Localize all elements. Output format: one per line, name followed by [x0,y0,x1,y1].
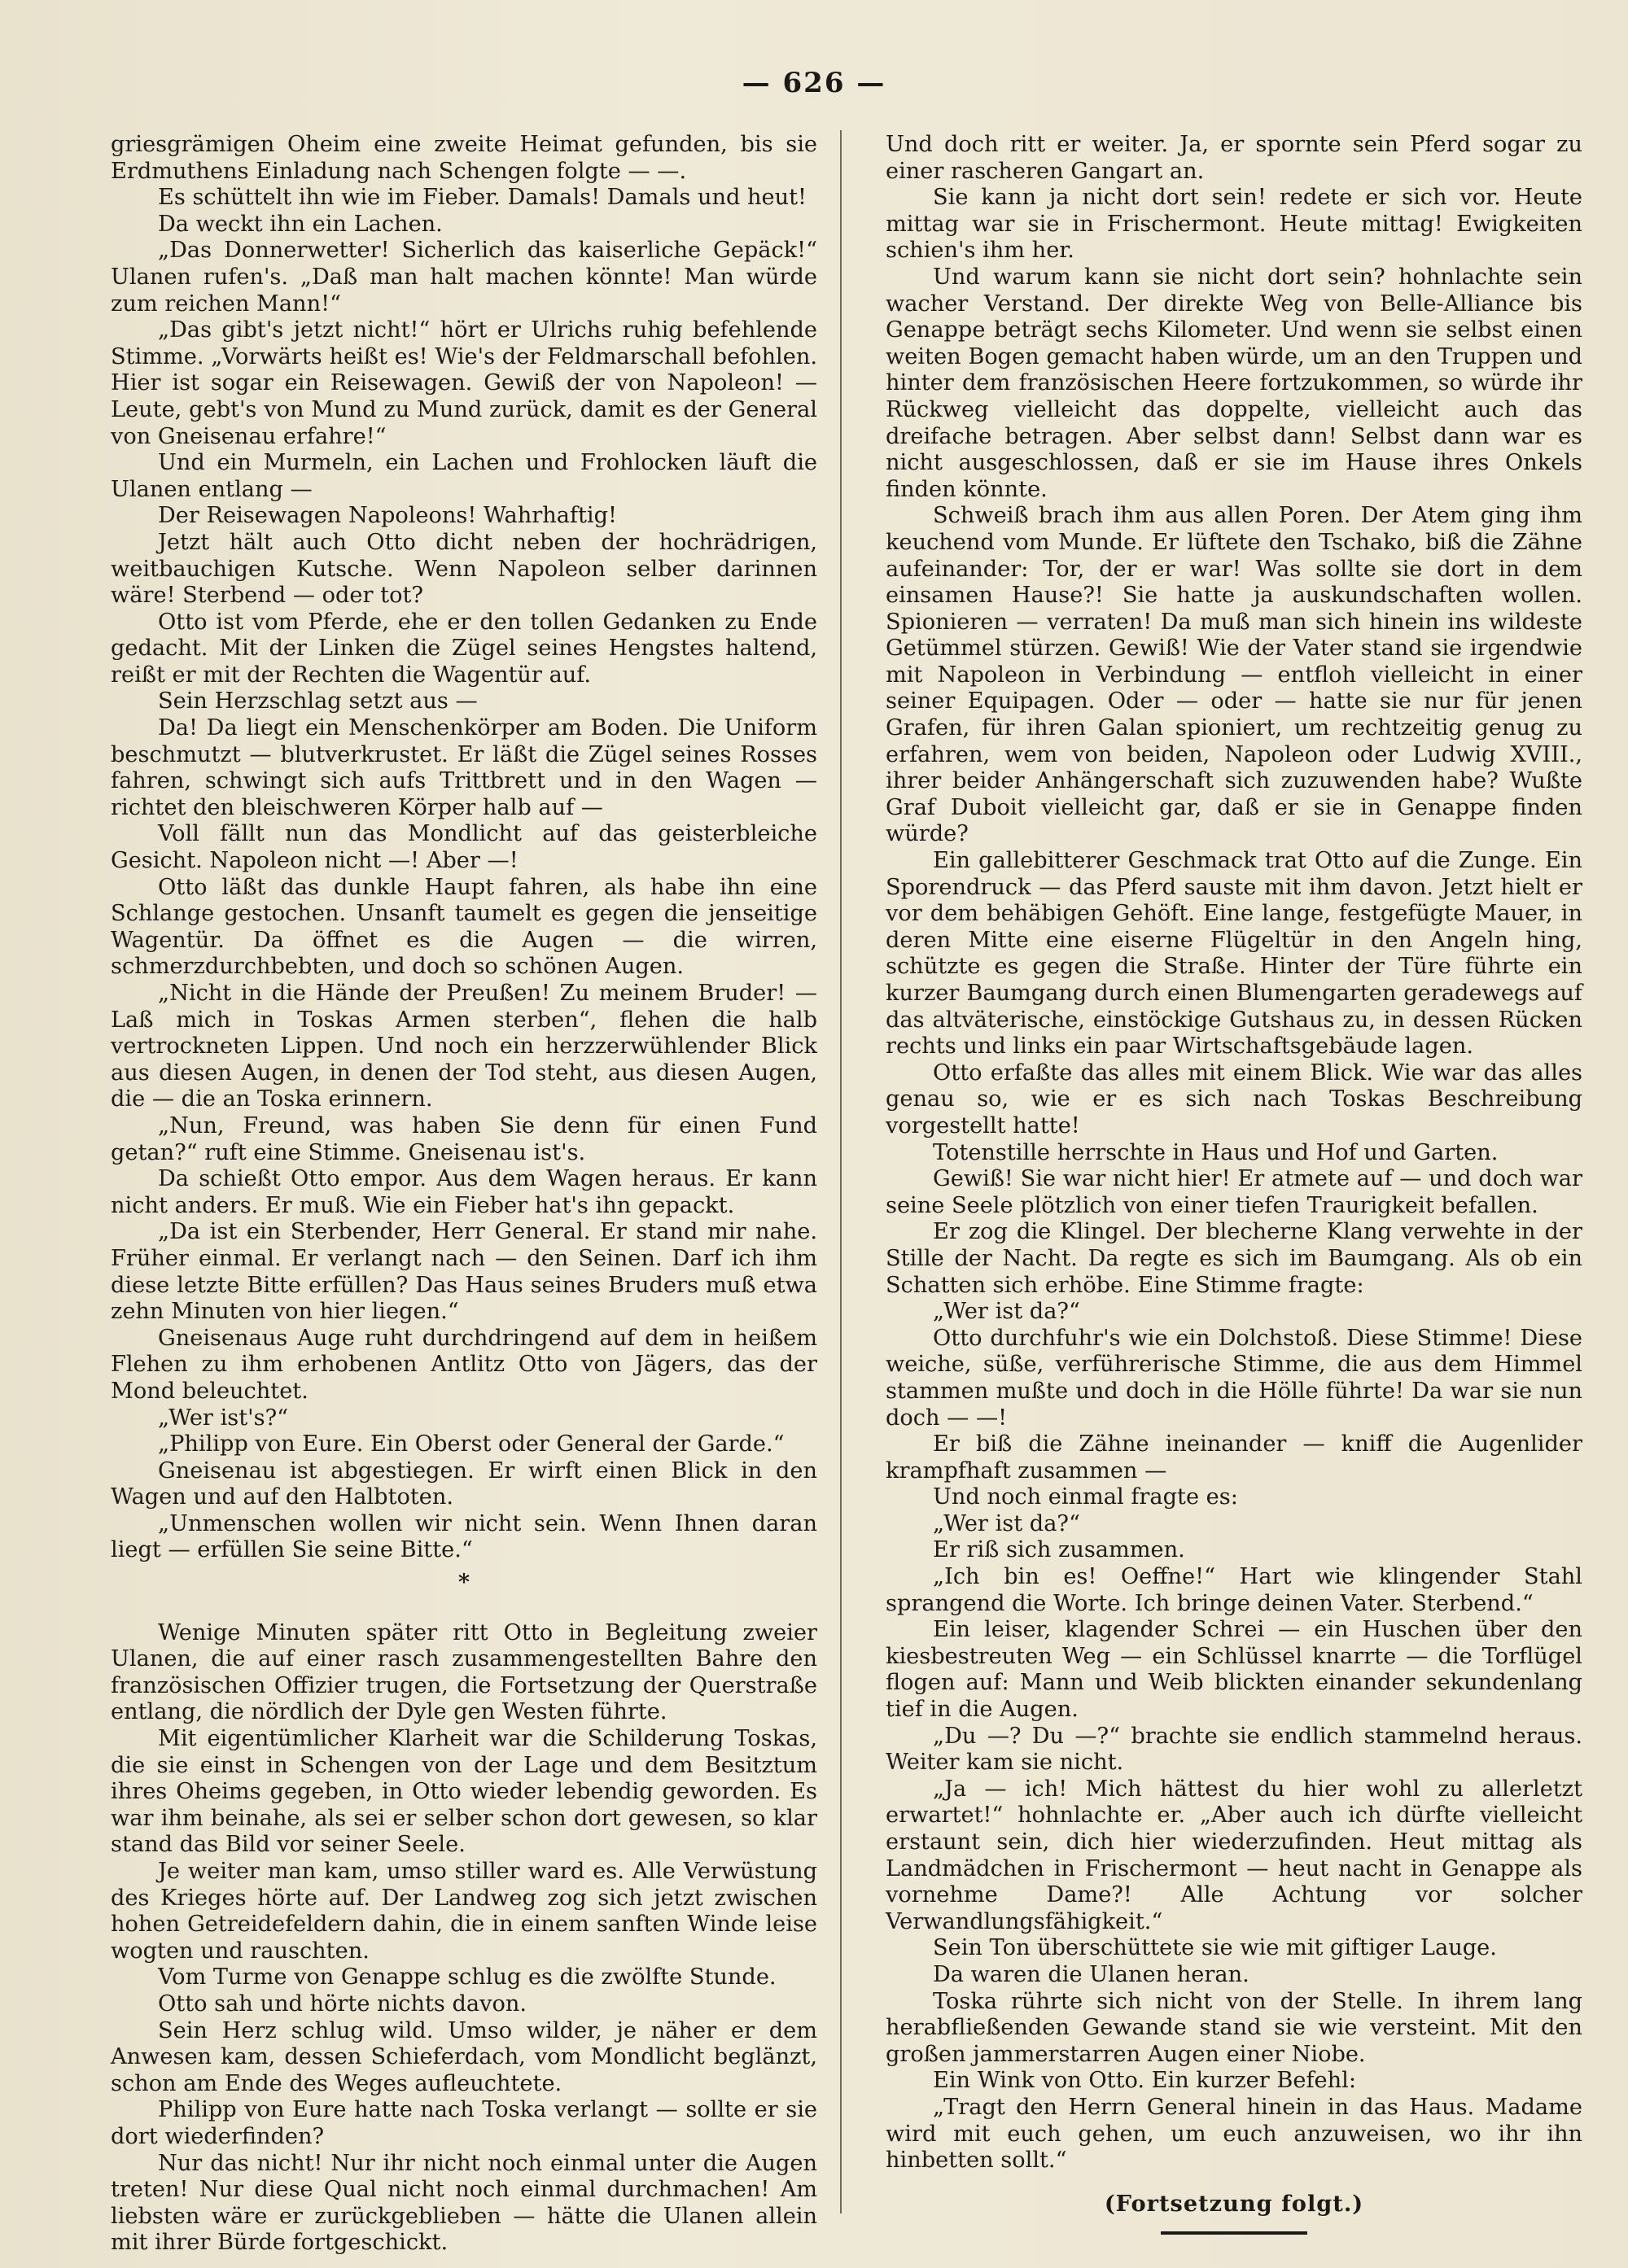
column-divider [840,130,842,2213]
paragraph: „Unmenschen wollen wir nicht sein. Wenn Ihnen daran liegt — erfüllen Sie seine Bitte.“ [111,1510,817,1563]
paragraph: Er biß die Zähne ineinander — kniff die Augenlider krampfhaft zusammen — [886,1431,1582,1484]
paragraph: Ein leiser, klagender Schrei — ein Huschen über den kiesbestreuten Weg — ein Schlüssel knarrte — die Torflügel flogen auf: Mann und Weib blickten einander sekundenlang tief in die Augen. [886,1617,1582,1723]
paragraph: Er riß sich zusammen. [933,1537,1185,1563]
paragraph: „Du —? Du —?“ brachte sie endlich stammelnd heraus. Weiter kam sie nicht. [886,1723,1582,1776]
paragraph: Otto sah und hörte nichts davon. [158,1991,527,2017]
paragraph: Da waren die Ulanen heran. [933,1961,1249,1987]
paragraph: „Ich bin es! Oeffne!“ Hart wie klingender Stahl sprangend die Worte. Ich bringe deinen Vater. Sterbend.“ [886,1564,1582,1616]
end-rule [1161,2231,1307,2235]
paragraph: Jetzt hält auch Otto dicht neben der hochrädrigen, weitbauchigen Kutsche. Wenn Napoleon selber darinnen wäre! Sterbend — oder tot? [111,529,817,609]
paragraph: Otto erfaßte das alles mit einem Blick. Wie war das alles genau so, wie er es sich nach Toskas Beschreibung vorgestellt hatte! [886,1060,1582,1138]
paragraph: Sie kann ja nicht dort sein! redete er sich vor. Heute mittag war sie in Frischermont. Heute mittag! Ewigkeiten schien's ihm her. [886,185,1582,264]
paragraph: „Das Donnerwetter! Sicherlich das kaiserliche Gepäck!“ Ulanen rufen's. „Daß man halt machen könnte! Man würde zum reichen Mann!“ [111,238,817,317]
paragraph: Gewiß! Sie war nicht hier! Er atmete auf — und doch war seine Seele plötzlich von einer tiefen Traurigkeit befallen. [886,1166,1582,1218]
paragraph: Und ein Murmeln, ein Lachen und Frohlocken läuft die Ulanen entlang — [111,450,817,502]
continuation-note: (Fortsetzung folgt.) [1104,2190,1364,2217]
paragraph: „Da ist ein Sterbender, Herr General. Er stand mir nahe. Früher einmal. Er verlangt nach — den Seinen. Darf ich ihm diese letzte Bitte erfüllen? Das Haus seines Bruders muß etwa zehn Minuten von hier liegen.“ [111,1219,817,1325]
right-column [886,132,1582,2235]
paragraph: Je weiter man kam, umso stiller ward es. Alle Verwüstung des Krieges hörte auf. Der Landweg zog sich jetzt zwischen hohen Getreidefeldern dahin, die in einem sanften Winde leise wogten und rauschten. [111,1859,817,1964]
paragraph: „Ja — ich! Mich hättest du hier wohl zu allerletzt erwartet!“ hohnlachte er. „Aber auch ich dürfte vielleicht erstaunt sein, dich hier wiederzufinden. Heut mittag als Landmädchen in Frischermont — heut nacht in Genappe als vornehme Dame?! Alle Achtung vor solcher Verwandlungsfähigkeit.“ [886,1776,1582,1934]
paragraph: Totenstille herrschte in Haus und Hof und Garten. [933,1139,1499,1165]
paragraph: Sein Herz schlug wild. Umso wilder, je näher er dem Anwesen kam, dessen Schieferdach, vom Mondlicht beglänzt, schon am Ende des Weges aufleuchtete. [111,2017,817,2096]
paragraph: Ein gallebitterer Geschmack trat Otto auf die Zunge. Ein Sporendruck — das Pferd sauste mit ihm davon. Jetzt hielt er vor dem behäbigen Gehöft. Eine lange, festgefügte Mauer, in deren Mitte eine eiserne Flügeltür in den Angeln hing, schützte es gegen die Straße. Hinter der Türe führte ein kurzer Baumgang durch einen Blumengarten geradewegs auf das altväterische, einstöckige Gutshaus zu, in dessen Rücken rechts und links ein paar Wirtschaftsgebäude lagen. [886,848,1582,1060]
paragraph: Und warum kann sie nicht dort sein? hohnlachte sein wacher Verstand. Der direkte Weg von Belle-Alliance bis Genappe beträgt sechs Kilometer. Und wenn sie selbst einen weiten Bogen gemacht haben würde, um an den Truppen und hinter dem französischen Heere fortzukommen, so würde ihr Rückweg vielleicht das doppelte, vielleicht auch das dreifache betragen. Aber selbst dann! Selbst dann war es nicht ausgeschlossen, daß er sie im Hause ihres Onkels finden könnte. [886,264,1582,502]
paragraph: Ein Wink von Otto. Ein kurzer Befehl: [933,2068,1356,2094]
paragraph: Er zog die Klingel. Der blecherne Klang verwehte in der Stille der Nacht. Da regte es sich im Baumgang. Als ob ein Schatten sich erhöbe. Eine Stimme fragte: [886,1219,1582,1298]
paragraph: Gneisenaus Auge ruht durchdringend auf dem in heißem Flehen zu ihm erhobenen Antlitz Otto von Jägers, das der Mond beleuchtet. [111,1325,817,1404]
paragraph: „Wer ist da?“ [933,1510,1080,1536]
paragraph: Wenige Minuten später ritt Otto in Begleitung zweier Ulanen, die auf einer rasch zusammengestellten Bahre den französischen Offizier trugen, die Fortsetzung der Querstraße entlang, die nördlich der Dyle gen Westen führte. [111,1619,817,1725]
paragraph: Gneisenau ist abgestiegen. Er wirft einen Blick in den Wagen und auf den Halbtoten. [111,1457,817,1510]
left-column [111,132,817,2257]
paragraph: Philipp von Eure hatte nach Toska verlangt — sollte er sie dort wiederfinden? [111,2097,817,2149]
paragraph: Vom Turme von Genappe schlug es die zwölfte Stunde. [158,1964,777,1991]
paragraph: Sein Herzschlag setzt aus — [158,688,478,714]
paragraph: Otto ist vom Pferde, ehe er den tollen Gedanken zu Ende gedacht. Mit der Linken die Zügel seines Hengstes haltend, reißt er mit der Rechten die Wagentür auf. [111,609,817,688]
paragraph: Und noch einmal fragte es: [933,1484,1238,1510]
paragraph: Sein Ton überschüttete sie wie mit giftiger Lauge. [933,1935,1497,1961]
paragraph: Mit eigentümlicher Klarheit war die Schilderung Toskas, die sie einst in Schengen von der Lage und dem Besitztum ihres Oheims gegeben, in Otto wieder lebendig geworden. Es war ihm beinahe, als sei er selber schon dort gewesen, so klar stand das Bild vor seiner Seele. [111,1726,817,1858]
paragraph: Da schießt Otto empor. Aus dem Wagen heraus. Er kann nicht anders. Er muß. Wie ein Fieber hat's ihn gepackt. [111,1166,817,1218]
page-number: — 626 — [742,67,886,99]
section-separator: * [457,1569,470,1596]
paragraph: Toska rührte sich nicht von der Stelle. In ihrem lang herabfließenden Gewande stand sie wie versteint. Mit den großen jammerstarren Augen einer Niobe. [886,1988,1582,2067]
paragraph: „Wer ist's?“ [158,1405,289,1431]
paragraph: Da! Da liegt ein Menschenkörper am Boden. Die Uniform beschmutzt — blutverkrustet. Er läßt die Zügel seines Rosses fahren, schwingt sich aufs Trittbrett und in den Wagen — richtet den bleischweren Körper halb auf — [111,715,817,820]
paragraph: Der Reisewagen Napoleons! Wahrhaftig! [158,503,617,529]
paragraph: Da weckt ihn ein Lachen. [158,211,443,237]
paragraph: Und doch ritt er weiter. Ja, er spornte sein Pferd sogar zu einer rascheren Gangart an. [886,132,1582,184]
paragraph: Otto durchfuhr's wie ein Dolchstoß. Diese Stimme! Diese weiche, süße, verführerische Stimme, die aus dem Himmel stammen mußte und doch in die Hölle führte! Da war sie nun doch — —! [886,1325,1582,1431]
paragraph: Voll fällt nun das Mondlicht auf das geisterbleiche Gesicht. Napoleon nicht —! Aber —! [111,821,817,874]
paragraph: Schweiß brach ihm aus allen Poren. Der Atem ging ihm keuchend vom Munde. Er lüftete den Tschako, biß die Zähne aufeinander: Tor, der er war! Was sollte sie dort in dem einsamen Hause?! Sie hatte ja auskundschaften wollen. Spionieren — verraten! Da muß man sich hinein ins wildeste Getümmel stürzen. Gewiß! Wie der Vater stand sie irgendwie mit Napoleon in Verbindung — entfloh vielleicht in einer seiner Equipagen. Oder — oder — hatte sie nur für jenen Grafen, für ihren Galan spioniert, um rechtzeitig genug zu erfahren, wem von beiden, Napoleon oder Ludwig XVIII., ihrer beider Anhängerschaft sich zuzuwenden habe? Wußte Graf Duboit vielleicht gar, daß er sie in Genappe finden würde? [886,503,1582,847]
paragraph: Otto läßt das dunkle Haupt fahren, als habe ihn eine Schlange gestochen. Unsanft taumelt es gegen die jenseitige Wagentür. Da öffnet es die Augen — die wirren, schmerzdurchbebten, und doch so schönen Augen. [111,874,817,980]
paragraph: „Das gibt's jetzt nicht!“ hört er Ulrichs ruhig befehlende Stimme. „Vorwärts heißt es! Wie's der Feldmarschall befohlen. Hier ist sogar ein Reisewagen. Gewiß der von Napoleon! — Leute, gebt's von Mund zu Mund zurück, damit es der General von Gneisenau erfahre!“ [111,317,817,449]
paragraph: „Philipp von Eure. Ein Oberst oder General der Garde.“ [158,1431,785,1457]
paragraph: „Tragt den Herrn General hinein in das Haus. Madame wird mit euch gehen, um euch anzuweisen, wo ihr ihn hinbetten sollt.“ [886,2094,1582,2174]
paragraph: „Nicht in die Hände der Preußen! Zu meinem Bruder! — Laß mich in Toskas Armen sterben“, flehen die halb vertrockneten Lippen. Und noch ein herzzerwühlender Blick aus diesen Augen, in denen der Tod steht, aus diesen Augen, die — die an Toska erinnern. [111,981,817,1112]
paragraph: griesgrämigen Oheim eine zweite Heimat gefunden, bis sie Erdmuthens Einladung nach Schengen folgte — —. [111,132,817,184]
paragraph: „Nun, Freund, was haben Sie denn für einen Fund getan?“ ruft eine Stimme. Gneisenau ist's. [111,1112,817,1165]
paragraph: Es schüttelt ihn wie im Fieber. Damals! Damals und heut! [158,185,807,211]
paragraph: „Wer ist da?“ [933,1299,1080,1325]
paragraph: Nur das nicht! Nur ihr nicht noch einmal unter die Augen treten! Nur diese Qual nicht noch einmal durchmachen! Am liebsten wäre er zurückgeblieben — hätte die Ulanen allein mit ihrer Bürde fortgeschickt. [111,2150,817,2256]
